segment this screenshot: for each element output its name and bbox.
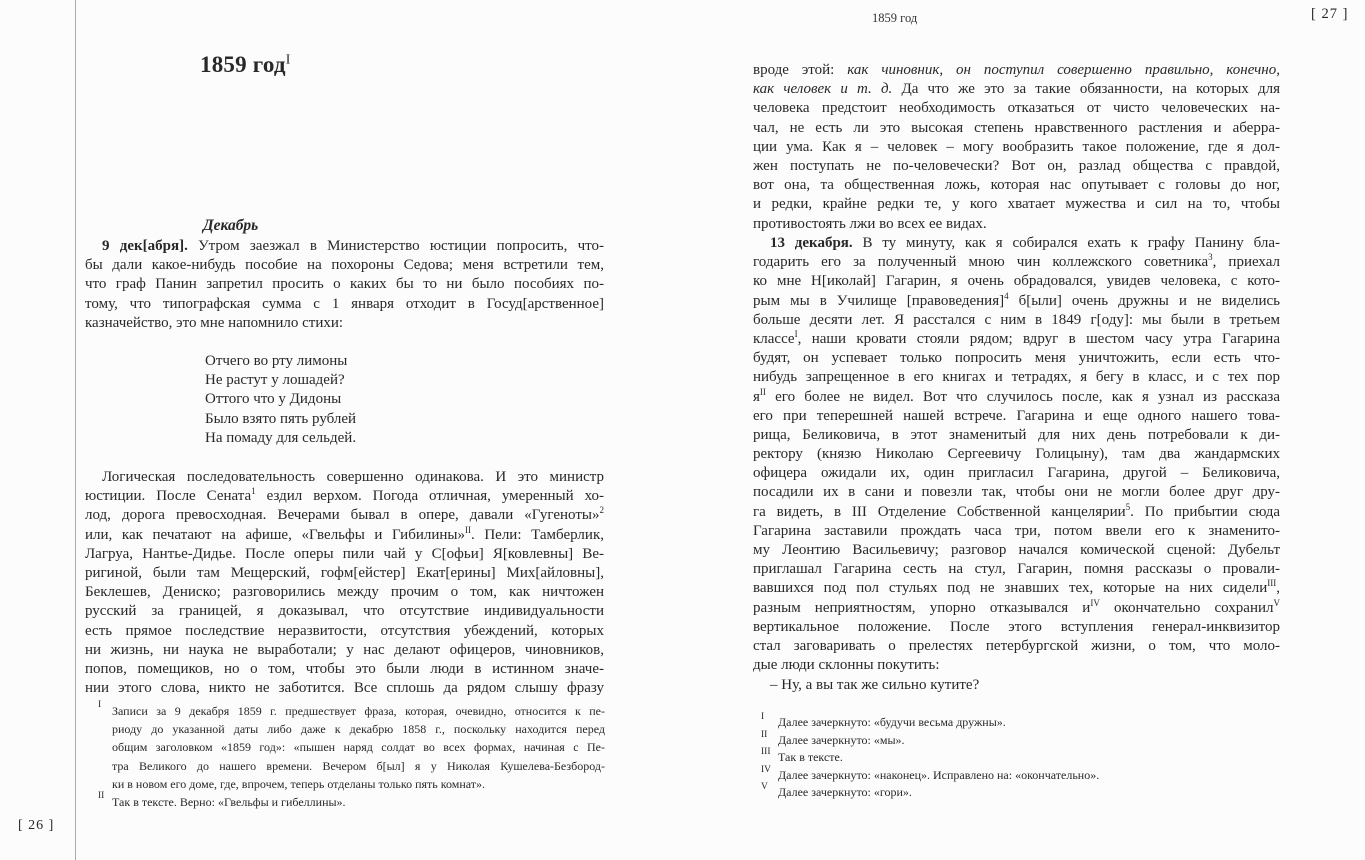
text-line: вроде этой: как чиновник, он поступил совершенно правильно, конечно, [753,62,1280,78]
text-line: вертикальное положение. После этого вступления генерал-инквизитор [753,618,1280,635]
text-line: вавшихся под пол стульях под не знавших тех, которые на них сидели$^{III}$, [753,578,1280,597]
running-title: 1859 год [872,11,918,25]
text-line: ки в новом его доме, где, впрочем, теперь отделаны только пять комнат». [112,776,486,791]
text-line: нии этого слова, никто не заботится. Все сплошь да рядом слышу фразу [85,680,604,697]
text-line: тра Великого до нашего времени. Вечером б[ыл] я у Николая Кушелева-Безбород- [112,758,605,773]
page-number-left: [ 26 ] [18,818,55,833]
text-line: приглашал Гагарина сесть на стул, Гагарин, помня рассказы о провали- [753,561,1280,578]
text-line: годарить его за полученный мною чин коллежского советника$^3$, приехал [753,252,1281,271]
text-line: лод, дорога превосходная. Вечерами бывал в опере, давали «Гугеноты»$^2$ [85,505,604,524]
text-line: человека предстоит необходимость отказаться от чисто человеческих на- [753,100,1280,117]
page-edge-line [75,0,76,860]
text-line: юстиции. После Сената$^1$ ездил верхом. Погода отличная, умеренный хо- [85,486,604,505]
text-line: русский за границей, я доказывал, что отсутствие индивидуальности [85,603,604,620]
paragraph-continuation [753,61,1280,234]
paragraph-logical-sequence [85,468,604,698]
text-line: Так в тексте. [778,750,843,765]
text-line: му Леонтию Васильевичу; разговор начался комической сценой: Дубельт [753,542,1280,558]
footnotes-left [98,702,605,811]
text-line: га видеть, в III Отделение Собственной канцелярии$^5$. По прибытии сюда [753,501,1280,520]
text-line: На помаду для сельдей. [205,429,357,446]
text-line: Беклешев, Дениско; разговорились между прочим о том, как ничтожен [85,584,604,601]
text-line: нибудь запрещенное в его книгах и тетрадях, я бегу в класс, и с тех пор [753,369,1280,386]
footnote-marker: III [761,747,771,758]
footnote-marker: I [761,712,765,722]
text-line: Было взято пять рублей [205,410,357,427]
footnote [761,729,1273,750]
text-line: ригиной, были там Мещерский, гофм[ейстер] Екат[ерины] Мих[айловны], [85,564,604,581]
footnote [98,790,605,811]
text-line: дые люди склонны покутить: [753,657,940,674]
text-line: как человек и т. д. Да что же это за такие обязанности, на которых для [753,81,1280,98]
footnote-text [778,784,1273,802]
text-line: рища, Беликовича, в этот знаменитый для них день потребовали к ди- [753,426,1280,443]
text-line: Логическая последовательность совершенно одинакова. И это министр [102,469,604,485]
text-line: будят, он успевает только попросить меня уничтожить, если есть что- [753,350,1280,367]
footnote [761,784,1273,802]
text-line: чал, не есть ли это высокая степень нравственного растления и аберра- [753,119,1280,136]
text-line: 13 декабря. В ту минуту, как я собирался ехать к графу Панину бла- [770,235,1280,251]
text-line: рым мы в Училище [правоведения]$^4$ б[ыли] очень дружны и не виделись [753,290,1280,309]
paragraph-9-december [85,237,604,333]
text-line: что граф Панин запретил просить о каких бы то ни было пособиях по- [85,276,604,293]
footnote-marker: II [98,790,105,801]
text-line: Не растут у лошадей? [205,372,345,389]
footnote-text [778,767,1273,785]
footnote [98,702,605,793]
text-line: есть прямое последствие неразвитости, отсутствия убеждений, которых [85,622,604,639]
text-line: или, как печатают на афише, «Гвельфы и Гибилины»$^{II}$. Пели: Тамберлик, [85,524,604,543]
text-line: 9 дек[абря]. Утром заезжал в Министерство юстиции попросить, что- [102,238,604,254]
text-line: риоду до указанной даты либо даже к декабрю 1858 г., поскольку находится перед [112,722,605,737]
text-line: Далее зачеркнуто: «будучи весьма дружны». [778,715,1006,729]
chapter-title: 1859 год$^I$ [200,51,291,77]
text-line: Гагарина заставили прождать часа три, потом ввели его к знаменито- [753,522,1280,539]
footnote-text [112,793,605,811]
text-line: попов, помещиков, но о том, чтобы это были люди в истинном значе- [85,660,604,677]
text-line: ректору (князю Николаю Сергеевичу Голицыну), там два жандармских [753,446,1280,463]
footnote [761,714,1273,732]
text-line: Далее зачеркнуто: «наконец». Исправлено на: «окончательно». [778,767,1100,782]
text-line: классе$^I$, наши кровати стояли рядом; вдруг в шестом часу утра Гагарина [753,328,1280,347]
text-line: Далее зачеркнуто: «мы». [778,732,905,747]
text-line: разным неприятностям, упорно отказывался $и^{IV}$ окончательно сохранил$^V$ [753,597,1280,616]
paragraph-13-december [753,234,1280,675]
footnote-marker: II [761,729,768,740]
text-line: Далее зачеркнуто: «гори». [778,785,912,800]
text-line: вот она, та общественная ложь, которая нас опутывает с головы до ног, [753,177,1280,194]
footnote-text [112,702,605,793]
footnote-text [778,732,1273,750]
text-line: Оттого что у Дидоны [205,391,342,408]
text-line: жен поступать не по-человечески? Вот он, разлад общества с правдой, [753,157,1280,174]
footnote [761,764,1273,785]
footnote-marker: IV [761,764,772,775]
footnote-text [778,714,1273,732]
dialogue-line: – Ну, а вы так же сильно кутите? [770,677,980,693]
text-line: тому, что типографская сумма с 1 января отходит в Госуд[арственное] [85,295,604,312]
text-line: Так в тексте. Верно: «Гвельфы и гибеллины». [112,794,346,809]
text-line: офицера ожидали их, один пригласил Гагарина, другой – Беликовича, [753,465,1280,482]
text-line: казначейство, это мне напомнило стихи: [85,314,344,331]
month-heading: Декабрь [203,217,259,234]
text-line: бы дали какое-нибудь пособие на похороны Седова; меня встретили тем, [85,257,604,274]
text-line: Записи за 9 декабря 1859 г. предшествует фраза, которая, очевидно, относится к пе- [112,704,605,718]
text-line: ко мне Н[иколай] Гагарин, я очень обрадовался, увидев человека, с кото- [753,273,1280,290]
footnote-text [778,749,1273,767]
text-line: $я^{II}$ его более не видел. Вот что случилось после, как я узнал из рассказа [753,386,1280,405]
text-line: Отчего во рту лимоны [205,353,348,369]
footnote [761,749,1273,767]
page-number-right: [ 27 ] [1311,6,1349,22]
footnotes-right [761,714,1273,802]
text-line: и редки, крайне редки те, у кого хватает мужества и сил на то, чтобы [753,196,1280,213]
text-line: его при теперешней нашей встрече. Гагарина и еще одного нашего това- [753,407,1280,424]
text-line: общим заголовком «1859 год»: «пышен наряд солдат во всех формах, начиная с Пе- [112,740,605,755]
text-line: ни жизнь, ни наука не выработали; у нас делают офицеров, чиновников, [85,641,604,658]
footnote-marker: I [98,700,102,710]
text-line: стал заговаривать о прелестях петербургской жизни, о том, что моло- [753,637,1280,654]
text-line: противостоять лжи во всех ее видах. [753,215,987,232]
text-line: больше десяти лет. Я расстался с ним в 1849 г[оду]: мы были в третьем [753,311,1280,328]
text-line: Лагруа, Нантье-Дидье. После оперы пили чай у С[офьи] Я[ковлевны] Ве- [85,545,604,562]
poem-block [205,352,356,448]
text-line: ции ума. Как я – человек – могу вообразить такое положение, где я дол- [753,138,1280,155]
text-line: посадили их в сани и повезли так, чтобы они не могли более друг дру- [753,484,1280,501]
footnote-marker: V [761,782,768,793]
